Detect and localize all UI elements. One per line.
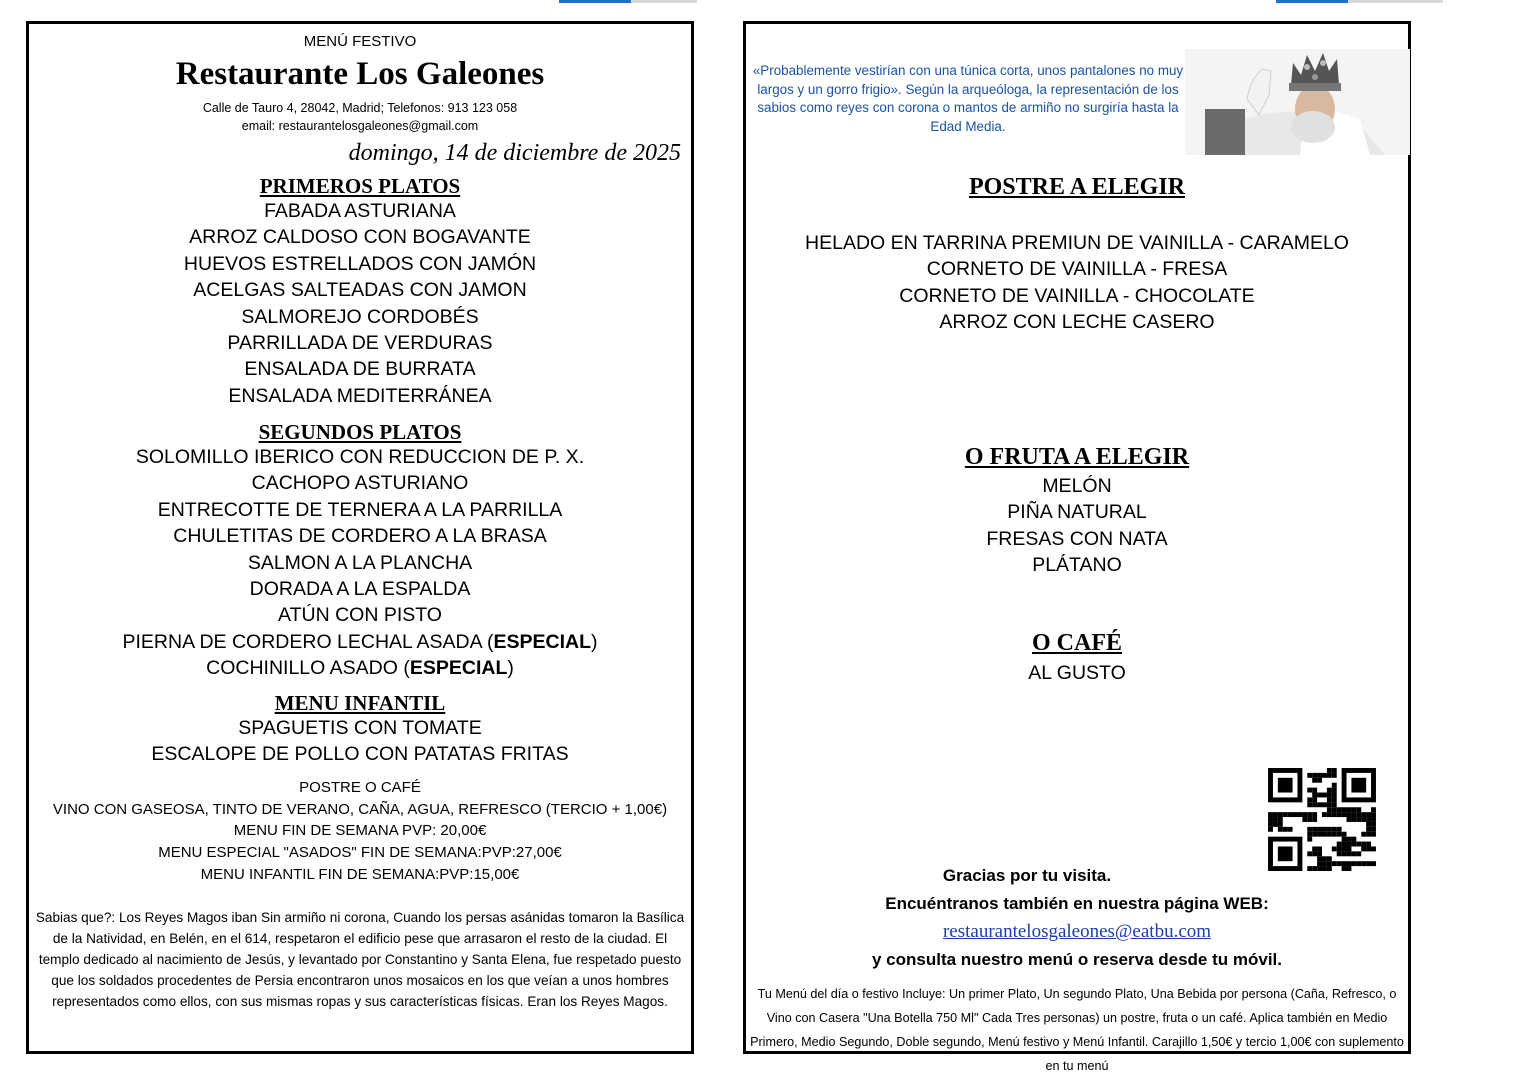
dish-item: ARROZ CALDOSO CON BOGAVANTE xyxy=(189,226,531,249)
primeros-heading: PRIMEROS PLATOS xyxy=(259,174,461,198)
price-info-line: POSTRE O CAFÉ xyxy=(299,779,421,796)
web-link-row xyxy=(746,921,1408,943)
dish-item: CACHOPO ASTURIANO xyxy=(251,472,469,495)
especial-tag: ESPECIAL xyxy=(493,630,591,653)
fruta-item: MELÓN xyxy=(1042,475,1112,497)
segundos-heading: SEGUNDOS PLATOS xyxy=(258,420,462,444)
price-info-line: VINO CON GASEOSA, TINTO DE VERANO, CAÑA, AGUA, REFRESCO (TERCIO + 1,00€) xyxy=(52,800,668,818)
dish-suffix: ) xyxy=(507,657,514,680)
reyes-quote: «Probablemente vestirían con una túnica corta, unos pantalones no muy largos y un gorro frigio». Según la arqueóloga, la representación de los sabios como reyes con corona o mantos de armiño no surgiría hasta la Edad Media. xyxy=(752,63,1184,134)
top-scroll-track-left xyxy=(631,0,697,3)
top-scroll-indicator-left xyxy=(559,0,631,3)
price-info-list xyxy=(29,777,691,886)
restaurant-email: email: restaurantelosgaleones@gmail.com xyxy=(241,119,479,133)
dish-item: FABADA ASTURIANA xyxy=(264,200,456,222)
thanks-text: Gracias por tu visita. xyxy=(942,866,1112,885)
dish-item: ENTRECOTTE DE TERNERA A LA PARRILLA xyxy=(157,498,563,521)
dish-item: SALMOREJO CORDOBÉS xyxy=(241,305,479,328)
dish-item: SALMON A LA PLANCHA xyxy=(247,551,473,574)
primeros-list xyxy=(29,198,691,409)
price-info-line: MENU FIN DE SEMANA PVP: 20,00€ xyxy=(233,822,487,840)
fruta-heading: O FRUTA A ELEGIR xyxy=(964,444,1190,470)
menu-footnote: Tu Menú del día o festivo Incluye: Un primer Plato, Un segundo Plato, Una Bebida por persona (Caña, Refresco, o Vino con Casera "Una Botella 750 Ml" Cada Tres personas) un postre, fruta o un café. Aplica también en Medio Primero, Medio Segundo, Doble segundo, Menú festivo y Menú Infantil. Carajillo 1,50€ y tercio 1,00€ con suplemento en tu menú xyxy=(750,987,1404,1073)
infantil-list xyxy=(29,715,691,768)
especial-dish-item xyxy=(29,629,691,655)
postre-item: ARROZ CON LECHE CASERO xyxy=(939,311,1215,334)
menu-page-right xyxy=(743,21,1411,1073)
dish-item: SOLOMILLO IBERICO CON REDUCCION DE P. X. xyxy=(135,446,585,468)
postre-item: CORNETO DE VAINILLA - FRESA xyxy=(926,258,1228,281)
dish-item: ATÚN CON PISTO xyxy=(278,604,442,627)
dish-item: SPAGUETIS CON TOMATE xyxy=(238,717,482,739)
dish-item: PARRILLADA DE VERDURAS xyxy=(227,332,493,355)
dish-item: ENSALADA MEDITERRÁNEA xyxy=(228,384,492,407)
qr-code[interactable] xyxy=(1267,768,1377,871)
restaurant-title: Restaurante Los Galeones xyxy=(175,56,545,92)
consult-text: y consulta nuestro menú o reserva desde tu móvil. xyxy=(871,950,1282,969)
dish-item: ESCALOPE DE POLLO CON PATATAS FRITAS xyxy=(151,743,569,766)
postres-list xyxy=(746,230,1408,336)
top-scroll-track-right xyxy=(1348,0,1443,3)
dish-name: COCHINILLO ASADO ( xyxy=(206,657,410,680)
dish-item: ACELGAS SALTEADAS CON JAMON xyxy=(193,279,527,302)
dish-item: HUEVOS ESTRELLADOS CON JAMÓN xyxy=(183,252,537,275)
fruta-item: PLÁTANO xyxy=(1032,554,1122,577)
frutas-list xyxy=(746,473,1408,579)
segundos-list xyxy=(29,444,691,682)
postre-heading: POSTRE A ELEGIR xyxy=(968,174,1186,200)
cafe-heading: O CAFÉ xyxy=(1032,630,1122,656)
top-scroll-indicator-right xyxy=(1276,0,1348,3)
trivia-text: Sabias que?: Los Reyes Magos iban Sin armiño ni corona, Cuando los persas asánidas tomaron la Basílica de la Natividad, en Belén, en el 614, respetaron el edificio pese que arrasaron el resto de la ciudad. El templo dedicado al nacimiento de Jesús, y levantado por Constantino y Santa Elena, fue respetado puesto que los soldados procedentes de Persia encontraron unos mosaicos en los que veían a unos hombres representados como ellos, con sus mismas ropas y sus características físicas. Eran los Reyes Magos. xyxy=(35,910,685,1009)
especial-tag: ESPECIAL xyxy=(409,657,508,680)
find-us-text: Encuéntranos también en nuestra página WEB: xyxy=(885,894,1269,913)
web-link[interactable]: restaurantelosgaleones@eatbu.com xyxy=(942,921,1212,942)
fruta-item: PIÑA NATURAL xyxy=(1007,501,1147,524)
price-info-line: MENU ESPECIAL "ASADOS" FIN DE SEMANA:PVP:27,00€ xyxy=(158,844,562,862)
menu-festivo-label: MENÚ FESTIVO xyxy=(303,33,417,50)
infantil-heading: MENU INFANTIL xyxy=(274,691,446,715)
especial-dish-item xyxy=(29,655,691,681)
dish-name: PIERNA DE CORDERO LECHAL ASADA ( xyxy=(122,630,494,653)
dish-suffix: ) xyxy=(591,630,598,653)
menu-page-left xyxy=(26,21,694,1054)
restaurant-address: Calle de Tauro 4, 28042, Madrid; Telefonos: 913 123 058 xyxy=(202,101,518,115)
dish-item: CHULETITAS DE CORDERO A LA BRASA xyxy=(173,525,547,548)
dish-item: DORADA A LA ESPALDA xyxy=(249,578,471,601)
king-photo xyxy=(1185,49,1410,155)
postre-item: HELADO EN TARRINA PREMIUN DE VAINILLA - CARAMELO xyxy=(805,232,1349,254)
postre-item: CORNETO DE VAINILLA - CHOCOLATE xyxy=(899,284,1255,307)
menu-date: domingo, 14 de diciembre de 2025 xyxy=(348,140,681,166)
cafe-text: AL GUSTO xyxy=(1028,662,1126,684)
fruta-item: FRESAS CON NATA xyxy=(986,527,1168,550)
dish-item: ENSALADA DE BURRATA xyxy=(244,358,476,381)
price-info-line: MENU INFANTIL FIN DE SEMANA:PVP:15,00€ xyxy=(200,865,520,883)
